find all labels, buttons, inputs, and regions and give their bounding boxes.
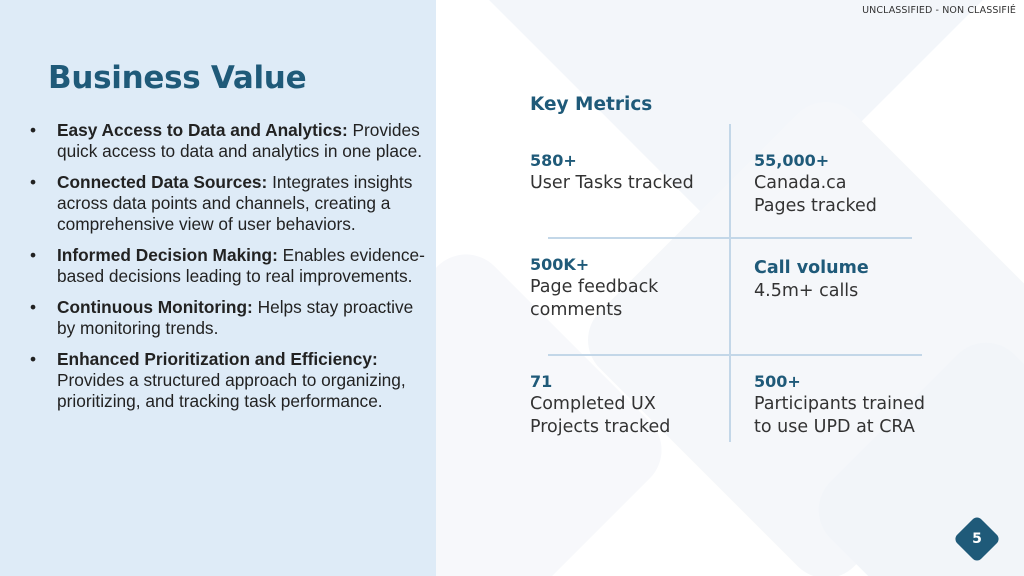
list-item bbox=[28, 172, 428, 235]
bullet-heading: Enhanced Prioritization and Efficiency: bbox=[57, 349, 378, 369]
metric-label: Page feedback comments bbox=[530, 277, 659, 320]
bullet-heading: Connected Data Sources: bbox=[57, 172, 268, 192]
metric-user-tasks bbox=[530, 149, 694, 195]
metric-value: 500+ bbox=[754, 372, 801, 391]
classification-label: UNCLASSIFIED - NON CLASSIFIÉ bbox=[862, 5, 1016, 16]
metric-participants-trained bbox=[754, 370, 925, 439]
metrics-title: Key Metrics bbox=[530, 94, 653, 115]
business-value-list bbox=[28, 120, 428, 422]
metric-label: Canada.ca Pages tracked bbox=[754, 173, 877, 216]
bullet-text: Enables evidence-based decisions leading to real improvements. bbox=[57, 245, 425, 286]
bullet-heading: Continuous Monitoring: bbox=[57, 297, 253, 317]
bullet-icon: • bbox=[30, 172, 37, 192]
list-item bbox=[28, 297, 428, 339]
metric-value: Call volume bbox=[754, 258, 869, 278]
grid-divider-horizontal bbox=[548, 237, 912, 239]
metric-value: 580+ bbox=[530, 151, 577, 170]
slide-title: Business Value bbox=[48, 60, 307, 96]
bullet-icon: • bbox=[30, 120, 37, 140]
bullet-text: Provides quick access to data and analytics in one place. bbox=[57, 120, 423, 161]
bullet-icon: • bbox=[30, 349, 37, 369]
grid-divider-horizontal bbox=[548, 354, 922, 356]
metric-pages-tracked bbox=[754, 149, 877, 218]
metric-label: User Tasks tracked bbox=[530, 173, 694, 193]
bullet-text: Provides a structured approach to organizing, prioritizing, and tracking task performance. bbox=[57, 370, 406, 411]
bullet-text: Integrates insights across data points and channels, creating a comprehensive view of user behaviors. bbox=[57, 172, 413, 234]
metric-page-feedback bbox=[530, 253, 658, 322]
metric-value: 71 bbox=[530, 372, 553, 391]
metric-label: Completed UX Projects tracked bbox=[530, 394, 671, 437]
list-item bbox=[28, 120, 428, 162]
bullet-icon: • bbox=[30, 297, 37, 317]
metric-ux-projects bbox=[530, 370, 670, 439]
bullet-icon: • bbox=[30, 245, 37, 265]
metric-call-volume bbox=[754, 257, 869, 303]
page-number: 5 bbox=[972, 531, 982, 547]
list-item bbox=[28, 349, 428, 412]
bullet-text: Helps stay proactive by monitoring trends. bbox=[57, 297, 414, 338]
metric-label: 4.5m+ calls bbox=[754, 281, 859, 301]
list-item bbox=[28, 245, 428, 287]
bullet-heading: Informed Decision Making: bbox=[57, 245, 278, 265]
metric-label: Participants trained to use UPD at CRA bbox=[754, 394, 925, 437]
metric-value: 500K+ bbox=[530, 255, 590, 274]
grid-divider-vertical bbox=[729, 124, 731, 442]
bullet-heading: Easy Access to Data and Analytics: bbox=[57, 120, 348, 140]
metric-value: 55,000+ bbox=[754, 151, 830, 170]
